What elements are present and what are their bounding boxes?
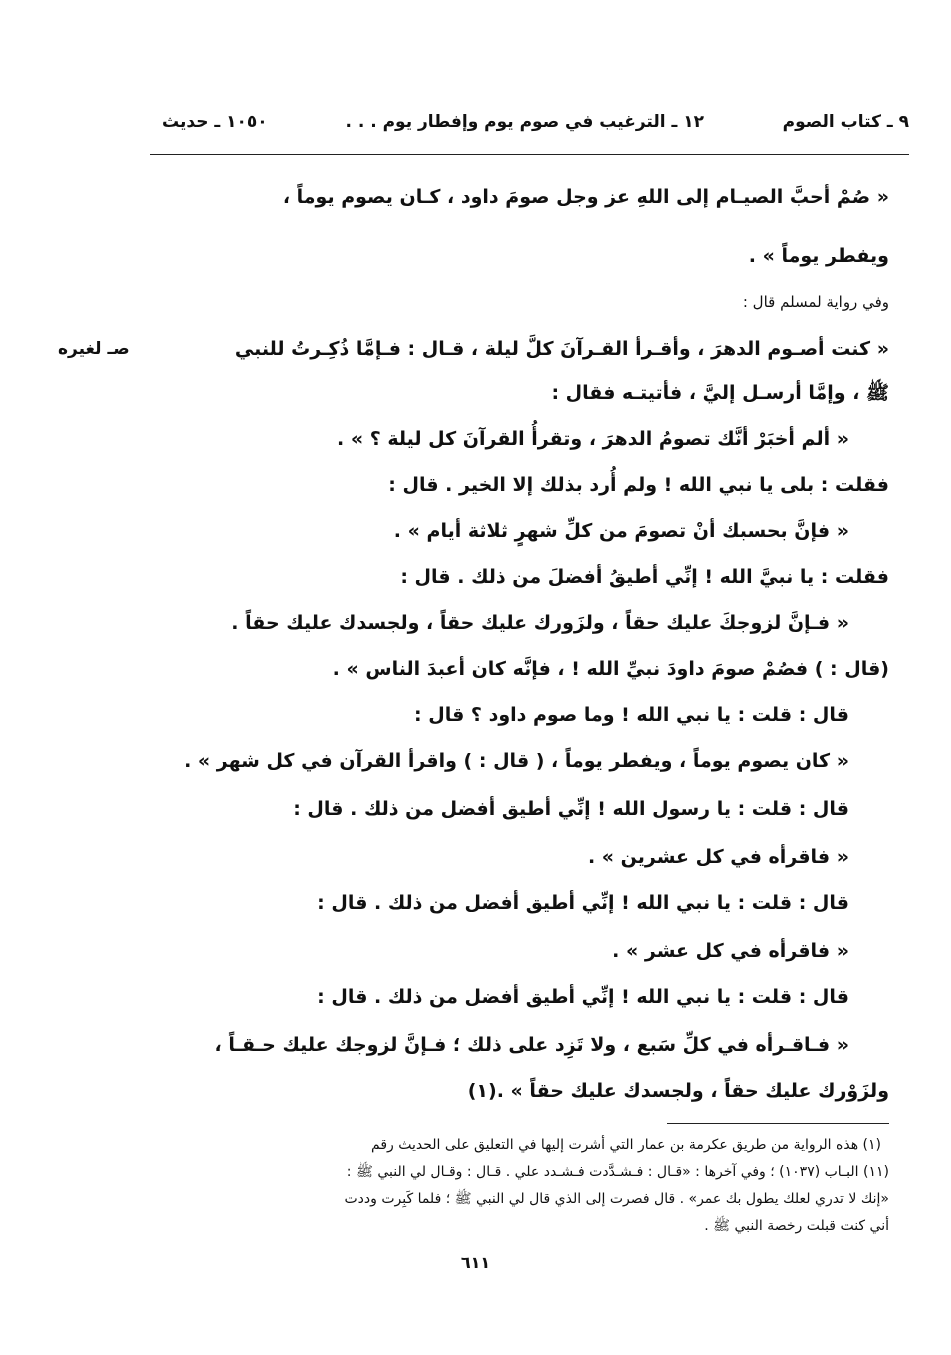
authenticity-grade: صـ لغيره: [58, 339, 130, 359]
header-hadith-number: ١٠٥٠ ـ حديث: [162, 112, 268, 132]
header-chapter: ٩ ـ كتاب الصوم: [782, 112, 909, 132]
running-header: [150, 112, 909, 142]
text-line: « فإنَّ بحسبك أنْ تصومَ من كلِّ شهرٍ ثلاثة أيام » .: [393, 520, 849, 542]
text-line: وفي رواية لمسلم قال :: [742, 293, 889, 311]
text-line: « صُمْ أحبَّ الصيـام إلى اللهِ عز وجل صومَ داود ، كـان يصوم يوماً ،: [282, 186, 889, 208]
text-line: فقلت : يا نبيَّ الله ! إنِّي أطيقُ أفضلَ من ذلك . قال :: [400, 566, 889, 588]
text-line: « فاقرأه في كل عشر » .: [612, 940, 849, 962]
text-line: « كنت أصـوم الدهرَ ، وأقـرأ القـرآنَ كلَّ ليلة ، قـال : فـإمَّا ذُكِـرتُ للنبي: [234, 338, 889, 360]
text-line: قال : قلت : يا نبي الله ! وما صوم داود ؟ قال :: [414, 704, 849, 726]
text-line: فقلت : بلى يا نبي الله ! ولم أُرد بذلك إلا الخير . قال :: [388, 474, 889, 496]
text-line: قال : قلت : يا نبي الله ! إنِّي أطيق أفضل من ذلك . قال :: [317, 892, 849, 914]
text-line: (قال : ) فصُمْ صومَ داودَ نبيِّ الله ! ، فإنَّه كان أعبدَ الناس » .: [332, 658, 889, 680]
text-line: « فـاقـرأه في كلِّ سَبع ، ولا تَزِد على ذلك ؛ فـإنَّ لزوجك عليك حـقـاً ،: [214, 1034, 849, 1056]
text-line: ﷺ ، وإمَّا أرسـل إليَّ ، فأتيتـه فقال :: [551, 382, 889, 404]
text-line: ولزَوْرك عليك حقاً ، ولجسدك عليك حقاً » .(١): [467, 1080, 889, 1102]
text-line: قال : قلت : يا رسول الله ! إنِّي أطيق أفضل من ذلك . قال :: [293, 798, 849, 820]
footnote-line: (١) هذه الرواية من طريق عكرمة بن عمار التي أشرت إليها في التعليق على الحديث رقم: [371, 1137, 881, 1153]
header-section: ١٢ ـ الترغيب في صوم يوم وإفطار يوم . . .: [345, 112, 704, 132]
text-line: ويفطر يوماً » .: [748, 245, 889, 267]
footnote-line: أني كنت قبلت رخصة النبي ﷺ .: [704, 1218, 889, 1234]
text-line: « فـإنَّ لزوجكَ عليك حقاً ، ولزَورك عليك حقاً ، ولجسدك عليك حقاً .: [231, 612, 849, 634]
footnote-line: (١١) البـاب (١٠٣٧) ؛ وفي آخرها : «قـال : فـشـدَّدت فـشـدد علي . قـال : وقـال لي النبي ﷺ :: [346, 1164, 889, 1180]
header-divider: [150, 154, 909, 155]
text-line: « فاقرأه في كل عشرين » .: [587, 846, 849, 868]
text-line: « كان يصوم يوماً ، ويفطر يوماً ، ( قال : ) واقرأ القرآن في كل شهر » .: [184, 750, 849, 772]
text-line: « ألم أخبَرْ أنَّك تصومُ الدهرَ ، وتقرأُ القرآنَ كل ليلة ؟ » .: [337, 428, 849, 450]
footnote-divider: [667, 1123, 889, 1124]
text-line: قال : قلت : يا نبي الله ! إنِّي أطيق أفضل من ذلك . قال :: [317, 986, 849, 1008]
page-number: ٦١١: [460, 1253, 491, 1272]
footnote-line: «إنك لا تدري لعلك يطول بك عمر» . قال فصرت إلى الذي قال لي النبي ﷺ ؛ فلما كَبِرت وددت: [344, 1191, 889, 1207]
